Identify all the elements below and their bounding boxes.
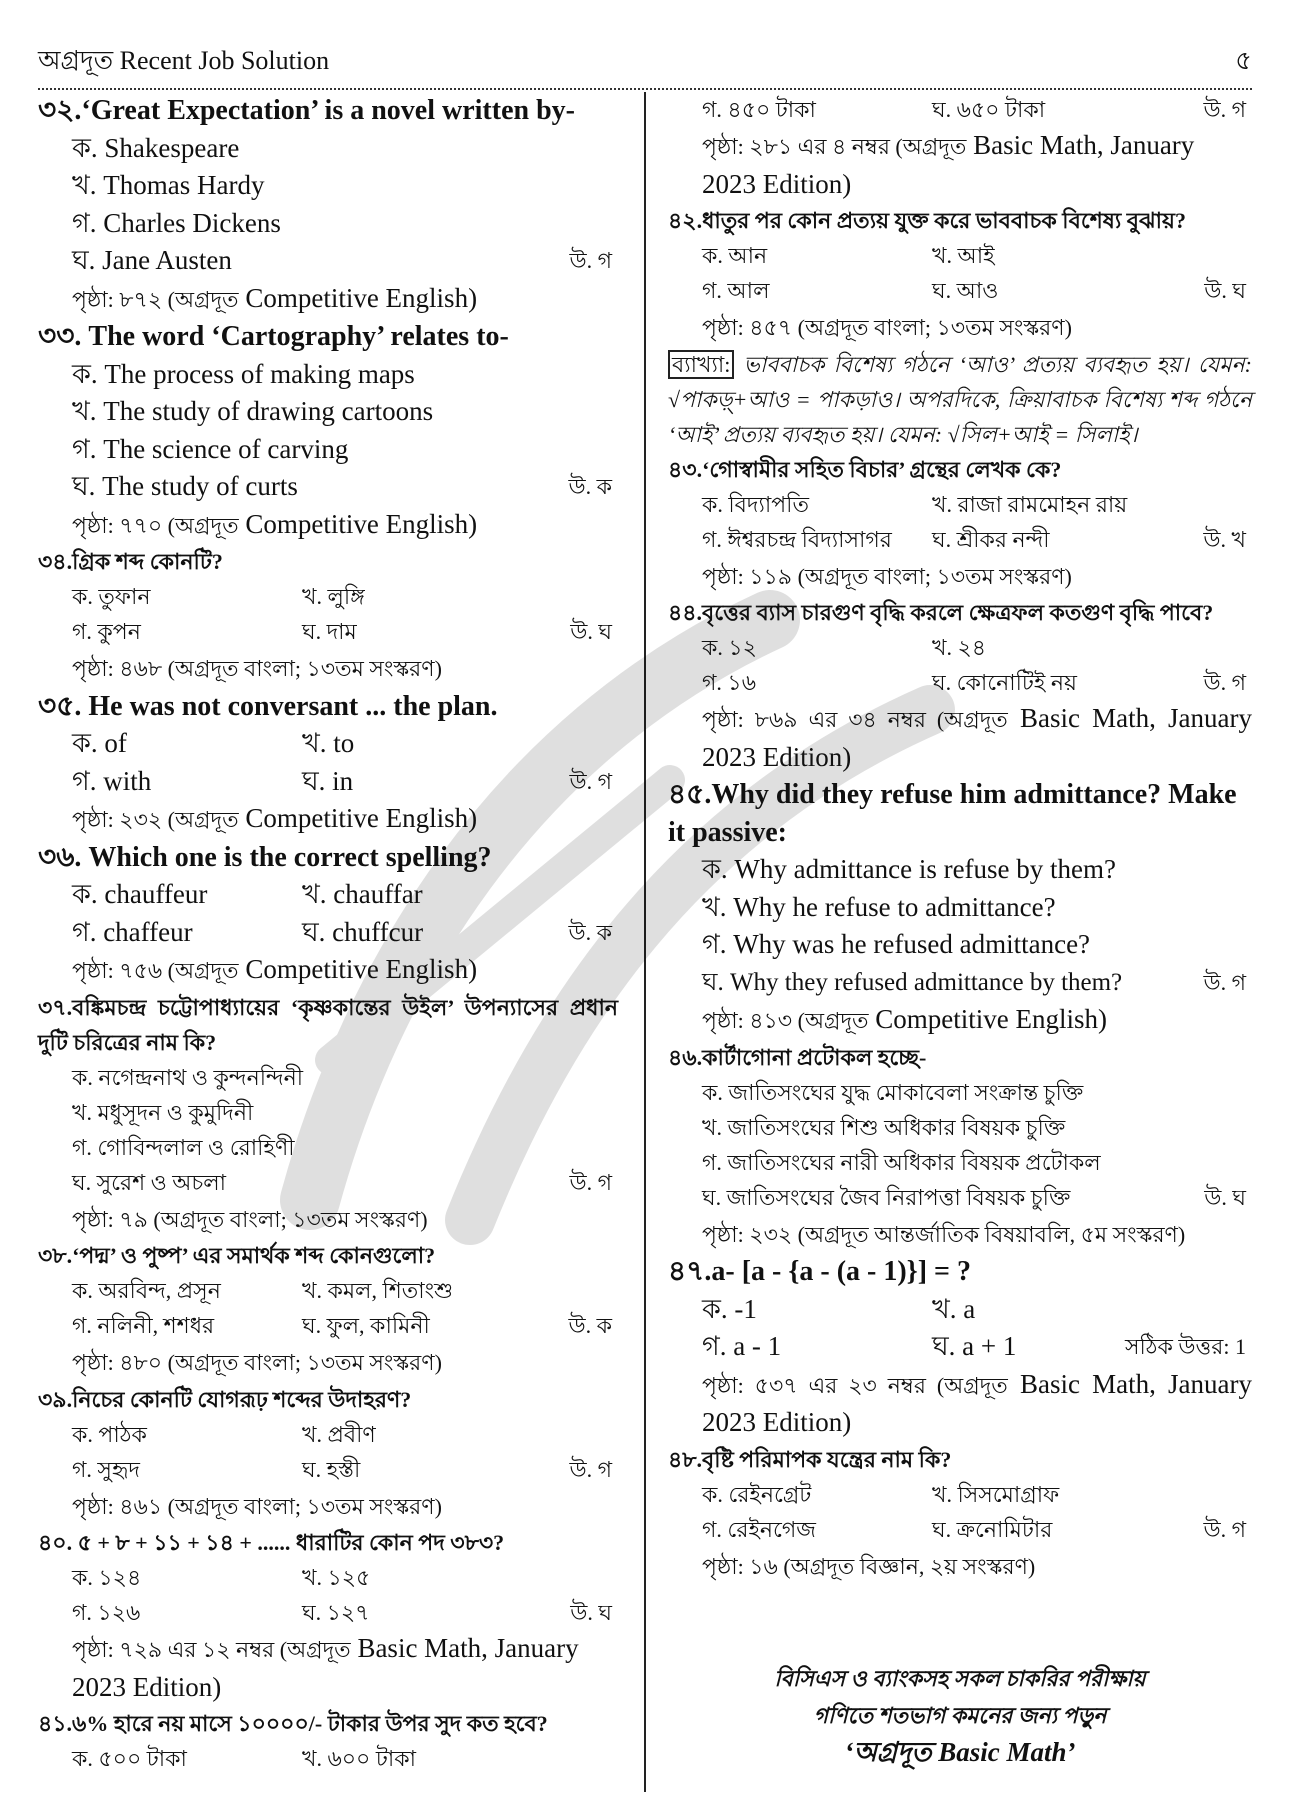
option-row: গ. chaffeur ঘ. chuffcur উ. ক: [38, 914, 618, 952]
option: গ. গোবিন্দলাল ও রোহিণী: [72, 1134, 295, 1160]
question-text: ৪৭.a- [a - {a - (a - 1)}] = ?: [668, 1256, 971, 1287]
reference: পৃষ্ঠা: ৪১৩ (অগ্রদূত Competitive English): [702, 1004, 1108, 1034]
question-text: ৪৪.বৃত্তের ব্যাস চারগুণ বৃদ্ধি করলে ক্ষেত্রফল কতগুণ বৃদ্ধি পাবে?: [668, 600, 1214, 625]
question-text: ৪০. ৫ + ৮ + ১১ + ১৪ + ...... ধারাটির কোন পদ ৩৮৩?: [38, 1530, 505, 1555]
option: ক. নগেন্দ্রনাথ ও কুন্দনন্দিনী: [72, 1064, 304, 1090]
right-column: [668, 92, 1252, 1585]
question-45: [668, 776, 1252, 1040]
option: গ. The science of carving: [72, 433, 349, 464]
answer-label: উ. গ: [1203, 97, 1246, 122]
answer-label: উ. ঘ: [1204, 278, 1246, 303]
answer-label: উ. ঘ: [1204, 1184, 1246, 1210]
option-row: গ. ৪৫০ টাকা ঘ. ৬৫০ টাকা উ. গ: [668, 92, 1252, 127]
question-46: [668, 1040, 1252, 1254]
option-row: ক. অরবিন্দ, প্রসূন খ. কমল, শিতাংশু: [72, 1278, 454, 1303]
question-48: [668, 1442, 1252, 1586]
question-text: ৩৯.নিচের কোনটি যোগরূঢ় শব্দের উদাহরণ?: [38, 1386, 412, 1412]
reference: পৃষ্ঠা: ৭৯ (অগ্রদূত বাংলা; ১৩তম সংস্করণ): [72, 1206, 428, 1232]
question-36: [38, 839, 618, 990]
running-title: অগ্রদূত Recent Job Solution: [38, 46, 330, 75]
answer-label: উ. গ: [569, 768, 612, 794]
option-row: ক. পাঠক খ. প্রবীণ: [72, 1421, 376, 1447]
page-header: [38, 46, 1252, 90]
question-text: ৩৪.গ্রিক শব্দ কোনটি?: [38, 549, 223, 574]
question-33: [38, 318, 618, 544]
question-text: ৩৭.বঙ্কিমচন্দ্র চট্টোপাধ্যায়ের ‘কৃষ্ণকান্তের উইল’ উপন্যাসের প্রধান দুটি চরিত্রের নাম কি?: [38, 994, 618, 1055]
option-row: ক. -1 খ. a: [702, 1293, 976, 1324]
promo-book-title: ‘অগ্রদূত Basic Math’: [844, 1737, 1076, 1767]
question-39: [38, 1382, 618, 1526]
option-row: গ. ১৬ ঘ. কোনোটিই নয় উ. গ: [668, 665, 1252, 700]
option: ঘ. The study of curts উ. ক: [38, 468, 618, 506]
option: ক. জাতিসংঘের যুদ্ধ মোকাবেলা সংক্রান্ত চুক্তি: [702, 1079, 1084, 1105]
option-row: গ. নলিনী, শশধর ঘ. ফুল, কামিনী উ. ক: [38, 1308, 618, 1343]
option-row: গ. with ঘ. in উ. গ: [38, 763, 618, 801]
answer-label: উ. ক: [568, 1313, 612, 1338]
option: ঘ. জাতিসংঘের জৈব নিরাপত্তা বিষয়ক চুক্তি উ. ঘ: [668, 1180, 1252, 1215]
option-row: গ. a - 1 ঘ. a + 1 সঠিক উত্তর: 1: [668, 1328, 1252, 1366]
reference: পৃষ্ঠা: ৮৬৯ এর ৩৪ নম্বর (অগ্রদূত Basic Math, January 2023 Edition): [702, 703, 1252, 772]
question-41-continued: [668, 92, 1252, 203]
promo-line: বিসিএস ও ব্যাংকসহ সকল চাকরির পরীক্ষায়: [774, 1666, 1146, 1691]
reference: পৃষ্ঠা: ২৩২ (অগ্রদূত Competitive English): [72, 803, 478, 833]
question-42: [668, 203, 1252, 452]
question-34: [38, 544, 618, 688]
reference: পৃষ্ঠা: ৪৬৮ (অগ্রদূত বাংলা; ১৩তম সংস্করণ): [72, 656, 442, 681]
question-32: [38, 92, 618, 318]
left-column: [38, 92, 618, 1776]
question-44: [668, 595, 1252, 776]
option: খ. মধুসূদন ও কুমুদিনী: [72, 1099, 254, 1125]
answer-label: উ. ক: [568, 474, 612, 499]
answer-label: উ. গ: [569, 248, 612, 273]
reference: পৃষ্ঠা: ৭৫৬ (অগ্রদূত Competitive English): [72, 954, 478, 984]
promo-box: [668, 1660, 1252, 1771]
question-text: ৪৫.Why did they refuse him admittance? Make it passive:: [668, 779, 1237, 848]
option: ক. Why admittance is refuse by them?: [702, 854, 1117, 884]
option-row: ক. আন খ. আই: [702, 243, 995, 268]
reference: পৃষ্ঠা: ৪৬১ (অগ্রদূত বাংলা; ১৩তম সংস্করণ): [72, 1493, 442, 1519]
option-row: ক. তুফান খ. লুঙ্গি: [72, 584, 365, 609]
reference: পৃষ্ঠা: ৪৫৭ (অগ্রদূত বাংলা; ১৩তম সংস্করণ): [702, 315, 1072, 340]
promo-line: গণিতে শতভাগ কমনের জন্য পড়ুন: [813, 1703, 1107, 1728]
reference: পৃষ্ঠা: ৭২৯ এর ১২ নম্বর (অগ্রদূত Basic Math, January 2023 Edition): [72, 1633, 579, 1702]
option: ক. Shakespeare: [72, 132, 240, 163]
page-number: ৫: [1235, 46, 1252, 75]
option: ঘ. Why they refused admittance by them? উ. গ: [668, 964, 1252, 1002]
question-40: [38, 1525, 618, 1706]
question-text: ৩৬. Which one is the correct spelling?: [38, 841, 492, 873]
answer-label: উ. খ: [1203, 526, 1246, 552]
reference: পৃষ্ঠা: ২৩২ (অগ্রদূত আন্তর্জাতিক বিষয়াবলি, ৫ম সংস্করণ): [702, 1221, 1186, 1247]
option-row: ক. chauffeur খ. chauffar: [72, 879, 423, 909]
option-row: ক. রেইনগ্রেট খ. সিসমোগ্রাফ: [702, 1481, 1060, 1507]
option-row: ক. ৫০০ টাকা খ. ৬০০ টাকা: [72, 1746, 416, 1771]
question-text: ৩৮.‘পদ্ম’ ও পুষ্প’ এর সমার্থক শব্দ কোনগুলো?: [38, 1243, 436, 1268]
reference: পৃষ্ঠা: ১৬ (অগ্রদূত বিজ্ঞান, ২য় সংস্করণ): [702, 1553, 1036, 1579]
reference: পৃষ্ঠা: ৭৭০ (অগ্রদূত Competitive English): [72, 508, 478, 539]
question-43: [668, 452, 1252, 596]
answer-label: সঠিক উত্তর: 1: [1124, 1334, 1246, 1359]
option-row: গ. কুপন ঘ. দাম উ. ঘ: [38, 614, 618, 649]
explanation: ব্যাখ্যা: ভাববাচক বিশেষ্য গঠনে ‘আও’ প্রত্যয় ব্যবহৃত হয়। যেমন: √পাকড়্+আও = পাকড়াও। অপরদিকে, ক্রিয়াবাচক বিশেষ্য শব্দ গঠনে ‘আই’ প্রত্যয় ব্যবহৃত হয়। যেমন: √সিল+আই = সিলাই।: [668, 351, 1252, 447]
question-text: ৩৫. He was not conversant ... the plan.: [38, 690, 498, 722]
question-text: ৩৩. The word ‘Cartography’ relates to-: [38, 321, 509, 352]
question-41: [38, 1706, 618, 1776]
option-row: গ. রেইনগেজ ঘ. ক্রনোমিটার উ. গ: [668, 1512, 1252, 1547]
question-47: [668, 1253, 1252, 1442]
option: খ. জাতিসংঘের শিশু অধিকার বিষয়ক চুক্তি: [702, 1114, 1066, 1140]
option-row: গ. সুহৃদ ঘ. হস্তী উ. গ: [38, 1452, 618, 1487]
option: খ. The study of drawing cartoons: [72, 396, 434, 426]
option-row: ক. বিদ্যাপতি খ. রাজা রামমোহন রায়: [702, 491, 1128, 517]
question-text: ৪৩.‘গোস্বামীর সহিত বিচার’ গ্রন্থের লেখক কে?: [668, 456, 1062, 482]
reference: পৃষ্ঠা: ৮৭২ (অগ্রদূত Competitive English): [72, 282, 478, 313]
answer-label: উ. গ: [569, 1169, 612, 1195]
reference: পৃষ্ঠা: ১১৯ (অগ্রদূত বাংলা; ১৩তম সংস্করণ): [702, 563, 1072, 589]
reference: পৃষ্ঠা: ৫৩৭ এর ২৩ নম্বর (অগ্রদূত Basic Math, January 2023 Edition): [702, 1368, 1252, 1437]
option: গ. Charles Dickens: [72, 207, 281, 238]
answer-label: উ. গ: [1203, 670, 1246, 695]
column-divider: [644, 92, 646, 1792]
question-37: [38, 990, 618, 1239]
option-row: ক. ১২ খ. ২৪: [702, 635, 987, 660]
option-row: ক. ১২৪ খ. ১২৫: [72, 1565, 371, 1590]
answer-label: উ. গ: [1203, 1516, 1246, 1542]
question-35: [38, 688, 618, 839]
question-text: ৪২.ধাতুর পর কোন প্রত্যয় যুক্ত করে ভাববাচক বিশেষ্য বুঝায়?: [668, 208, 1186, 233]
option-row: গ. ঈশ্বরচন্দ্র বিদ্যাসাগর ঘ. শ্রীকর নন্দী উ. খ: [668, 522, 1252, 557]
answer-label: উ. ঘ: [570, 619, 612, 644]
option: গ. Why was he refused admittance?: [702, 929, 1091, 959]
option: ঘ. সুরেশ ও অচলা উ. গ: [38, 1165, 618, 1200]
question-38: [38, 1238, 618, 1382]
option-row: গ. আল ঘ. আও উ. ঘ: [668, 273, 1252, 308]
option-row: গ. ১২৬ ঘ. ১২৭ উ. ঘ: [38, 1595, 618, 1630]
option-row: ক. of খ. to: [72, 728, 355, 758]
answer-label: উ. ক: [568, 919, 612, 945]
reference: পৃষ্ঠা: ২৮১ এর ৪ নম্বর (অগ্রদূত Basic Math, January 2023 Edition): [702, 130, 1195, 199]
question-text: ৪১.৬% হারে নয় মাসে ১০০০০/- টাকার উপর সুদ কত হবে?: [38, 1711, 548, 1736]
option: গ. জাতিসংঘের নারী অধিকার বিষয়ক প্রটোকল: [702, 1149, 1101, 1175]
explanation-label: ব্যাখ্যা:: [668, 350, 734, 379]
option: খ. Why he refuse to admittance?: [702, 891, 1056, 922]
option: ক. The process of making maps: [72, 358, 415, 389]
answer-label: উ. গ: [569, 1456, 612, 1482]
reference: পৃষ্ঠা: ৪৮০ (অগ্রদূত বাংলা; ১৩তম সংস্করণ): [72, 1350, 442, 1375]
question-text: ৩২.‘Great Expectation’ is a novel written by-: [38, 95, 575, 126]
option: ঘ. Jane Austen উ. গ: [38, 242, 618, 280]
answer-label: উ. ঘ: [570, 1600, 612, 1625]
answer-label: উ. গ: [1203, 969, 1246, 995]
option: খ. Thomas Hardy: [72, 170, 265, 200]
question-text: ৪৬.কার্টাগোনা প্রটোকল হচ্ছে-: [668, 1044, 927, 1070]
question-text: ৪৮.বৃষ্টি পরিমাপক যন্ত্রের নাম কি?: [668, 1446, 952, 1472]
